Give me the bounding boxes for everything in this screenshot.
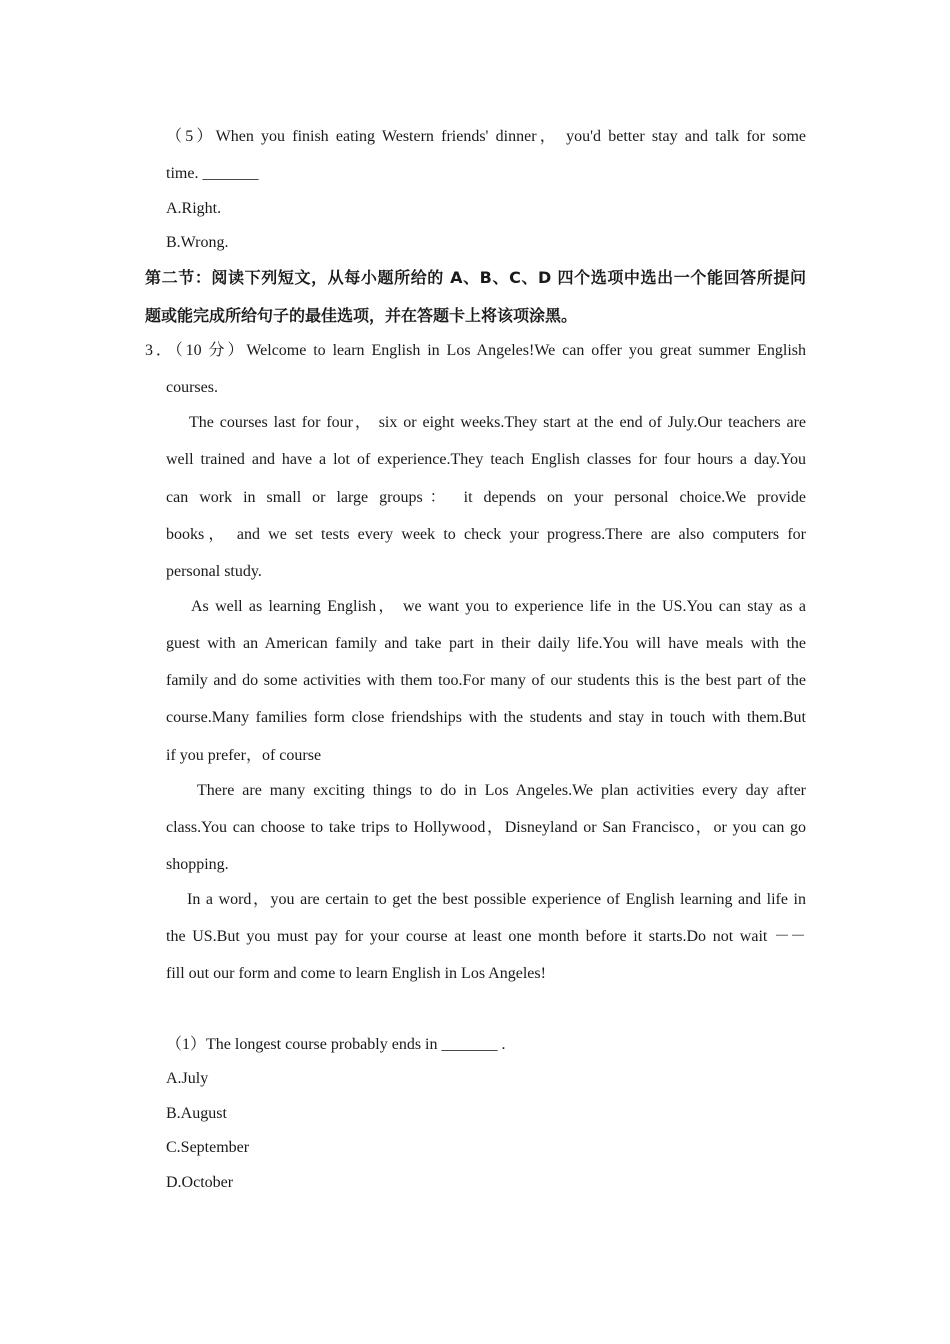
q5-stem-line2: time. _______ xyxy=(166,165,259,182)
q3-p4-line3: fill out our form and come to learn English in Los Angeles! xyxy=(166,965,546,982)
q3-p1-line3: can work in small or large groups： it depends on your personal choice.We provide xyxy=(166,489,806,506)
q3-p2-line2: guest with an American family and take part in their daily life.You will have meals with the xyxy=(166,635,806,652)
q3-p4-line2: the US.But you must pay for your course at least one month before it starts.Do not wait －－ xyxy=(166,928,806,945)
q3-p1-line2: well trained and have a lot of experience.They teach English classes for four hours a day.You xyxy=(166,451,806,468)
q5-option-a: A.Right. xyxy=(166,200,222,217)
q3-p1-line4: books， and we set tests every week to check your progress.There are also computers for xyxy=(166,526,806,543)
q3-sub1-option-b: B.August xyxy=(166,1105,227,1122)
q3-p1-line5: personal study. xyxy=(166,563,262,580)
q3-p2-line4: course.Many families form close friendships with the students and stay in touch with them.But xyxy=(166,709,806,726)
section-heading-line1: 第二节：阅读下列短文，从每小题所给的 A、B、C、D 四个选项中选出一个能回答所提问 xyxy=(145,268,806,287)
q3-intro-line1: 3．（10 分）Welcome to learn English in Los Angeles!We can offer you great summer English xyxy=(145,342,806,359)
q3-sub1-option-c: C.September xyxy=(166,1139,250,1156)
q3-sub1-stem: （1）The longest course probably ends in _______ . xyxy=(166,1036,506,1053)
q3-sub1-option-d: D.October xyxy=(166,1174,234,1191)
q3-p4-line1: In a word，you are certain to get the best possible experience of English learning and life in xyxy=(187,891,806,908)
q3-p1-line1: The courses last for four， six or eight weeks.They start at the end of July.Our teachers are xyxy=(189,414,806,431)
q3-p2-line5: if you prefer，of course xyxy=(166,747,322,764)
q3-intro-line2: courses. xyxy=(166,379,218,396)
q5-option-b: B.Wrong. xyxy=(166,234,229,251)
q3-sub1-option-a: A.July xyxy=(166,1070,209,1087)
q3-p2-line3: family and do some activities with them too.For many of our students this is the best part of the xyxy=(166,672,806,689)
q5-stem-line1: （5）When you finish eating Western friends' dinner， you'd better stay and talk for some xyxy=(166,128,806,145)
q3-p2-line1: As well as learning English， we want you to experience life in the US.You can stay as a xyxy=(191,598,806,615)
section-heading-line2: 题或能完成所给句子的最佳选项，并在答题卡上将该项涂黑。 xyxy=(145,306,578,325)
q3-p3-line1: There are many exciting things to do in Los Angeles.We plan activities every day after xyxy=(197,782,806,799)
q3-p3-line2: class.You can choose to take trips to Hollywood，Disneyland or San Francisco，or you can go xyxy=(166,819,806,836)
q3-p3-line3: shopping. xyxy=(166,856,229,873)
